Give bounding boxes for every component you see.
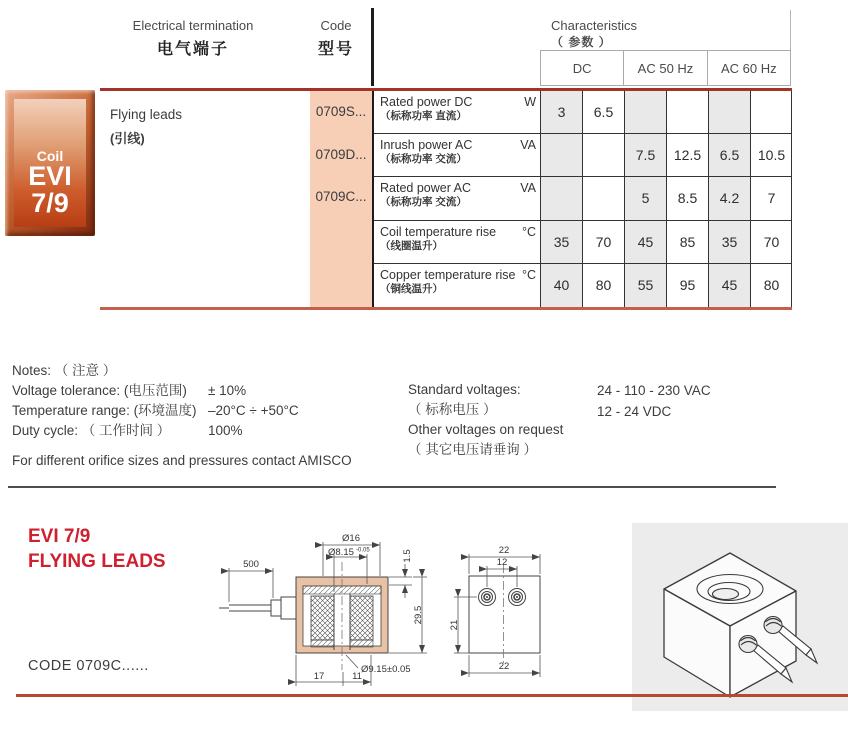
row-label-zh: （铜线温升） [380,282,443,295]
characteristics-table [100,88,792,310]
dim-lead-length: 500 [243,559,259,570]
front-view-outline [469,576,540,653]
row-label-zh: （标称功率 交流） [380,196,467,209]
header-code-zh: 型号 [317,41,354,58]
table-cell: 12.5 [666,134,708,177]
vac-value: 24 - 110 - 230 VAC [597,383,711,398]
isometric-view-panel [632,523,848,711]
orifice-note: For different orifice sizes and pressures contact AMISCO [12,453,352,468]
table-cell: 45 [708,264,750,307]
table-cell [750,91,792,134]
dim-d815-tol-lower: 0 [359,555,363,561]
table-cell [666,91,708,134]
row-label-en: Rated power DC [380,95,473,109]
row-label-en: Rated power AC [380,181,472,196]
temperature-range-value: –20°C ÷ +50°C [208,403,299,418]
row-label-zh: （标称功率 直流） [380,110,467,122]
temperature-range-label: Temperature range: (环境温度) [12,403,197,418]
characteristics-column-headers [540,50,791,86]
duty-cycle-label: Duty cycle: （ 工作时间 ） [12,423,171,438]
table-cell: 80 [750,264,792,307]
dim-w17: 17 [313,671,325,682]
table-cell: 10.5 [750,134,792,177]
code-0709s: 0709S... [315,104,367,119]
table-cell: 35 [708,221,750,264]
header-code-en: Code [320,18,352,33]
winding-right [350,596,373,640]
footer-red-line [16,694,848,697]
standard-voltages-values [597,380,711,422]
badge-79-text: 7/9 [31,188,69,218]
coil-cross-section-drawing [215,518,450,703]
table-cell: 95 [666,264,708,307]
table-cell: 3 [540,91,582,134]
table-cell: 6.5 [708,134,750,177]
termination-en: Flying leads [110,107,183,122]
section-divider-line [8,486,776,488]
row-unit: °C [521,267,536,282]
drawing-code-caption: CODE 0709C...... [28,658,149,674]
badge-coil-text: Coil [36,148,64,164]
lead-hole-right [509,589,526,606]
drawing-section-title [28,524,166,574]
table-cell: 4.2 [708,177,750,220]
header-electrical-termination-en: Electrical termination [132,18,254,33]
row-label-zh: （标称功率 交流） [380,153,467,166]
row-label-en: Copper temperature rise [380,267,516,282]
table-cell: 6.5 [582,91,624,134]
row-label [374,91,540,134]
table-cell: 45 [624,221,666,264]
row-label [374,264,540,307]
coil-evi-79-badge [5,90,95,236]
duty-cycle-line [12,421,299,441]
table-cell: 55 [624,264,666,307]
badge-evi-text: EVI [28,161,72,191]
dim-fv-top: 22 [498,545,510,556]
termination-cell [100,91,310,307]
voltage-tolerance-line [12,381,299,401]
lead-sleeve [271,600,281,616]
temperature-range-line [12,401,299,421]
code-0709c: 0709C... [315,189,367,204]
notes-title: Notes: （ 注意 ） [12,363,117,378]
lead-hole-left [479,589,496,606]
header-electrical-termination-zh: 电气端子 [156,41,229,58]
standard-voltages-block [408,380,563,460]
row-label-zh: （线圈温升） [380,239,443,252]
table-cell [708,91,750,134]
column-header-ac60: AC 60 Hz [707,50,791,86]
header-characteristics-en: Characteristics [551,18,637,33]
row-label-en: Inrush power AC [380,138,473,153]
drawing-title-line2: FLYING LEADS [28,551,166,572]
other-voltages-zh: （ 其它电压请垂询 ） [408,442,538,457]
voltage-tolerance-value: ± 10% [208,383,247,398]
row-unit: VA [520,138,536,153]
row-label [374,221,540,264]
table-cell: 7.5 [624,134,666,177]
header-characteristics-zh: （ 参数 ） [551,35,612,49]
dim-fv-holes: 12 [496,557,508,568]
row-label-en: Coil temperature rise [380,224,497,239]
dim-d915: Ø9.15±0.05 [361,664,411,675]
coil-front-view-drawing [446,532,631,700]
table-cell: 70 [582,221,624,264]
notes-block [12,361,299,441]
dim-fv-left: 21 [449,619,460,631]
row-unit: W [524,95,536,109]
dim-d815-tol-upper: -0.05 [356,547,370,554]
dim-d16: Ø16 [342,533,360,544]
table-cell: 7 [750,177,792,220]
dim-fv-bottom: 22 [498,661,510,672]
code-column [310,91,372,307]
dim-h295: 29.5 [413,605,424,625]
duty-cycle-value: 100% [208,423,243,438]
table-cell: 70 [750,221,792,264]
table-cell [582,177,624,220]
coil-badge-face [14,99,86,227]
other-voltages-en: Other voltages on request [408,422,564,437]
winding-left [311,596,334,640]
coil-isometric-drawing [632,523,848,711]
row-unit: VA [520,181,536,196]
row-unit: °C [521,224,536,239]
table-cell: 40 [540,264,582,307]
column-header-ac50: AC 50 Hz [623,50,706,86]
table-cell [540,134,582,177]
header-divider-line [371,8,374,86]
table-cell: 85 [666,221,708,264]
voltage-tolerance-label: Voltage tolerance: (电压范围) [12,383,187,398]
table-cell: 8.5 [666,177,708,220]
table-cell: 35 [540,221,582,264]
row-label [374,134,540,177]
table-cell: 80 [582,264,624,307]
standard-voltages-label: Standard voltages: [408,382,521,397]
table-cell [624,91,666,134]
table-cell: 5 [624,177,666,220]
standard-voltages-zh: （ 标称电压 ） [408,402,497,417]
dim-h15: 1.5 [402,549,413,563]
lead-bushing [281,597,296,619]
termination-zh: (引线) [110,131,145,146]
drawing-title-line1: EVI 7/9 [28,526,91,547]
column-header-dc: DC [540,50,623,86]
dim-w11: 11 [352,671,362,682]
table-cell [582,134,624,177]
row-label [374,177,540,220]
dim-d815: Ø8.15 [328,547,354,558]
table-cell [540,177,582,220]
vdc-value: 12 - 24 VDC [597,404,672,419]
code-0709d: 0709D... [315,147,367,162]
table-rows [374,91,792,307]
table-right-border [791,91,792,307]
